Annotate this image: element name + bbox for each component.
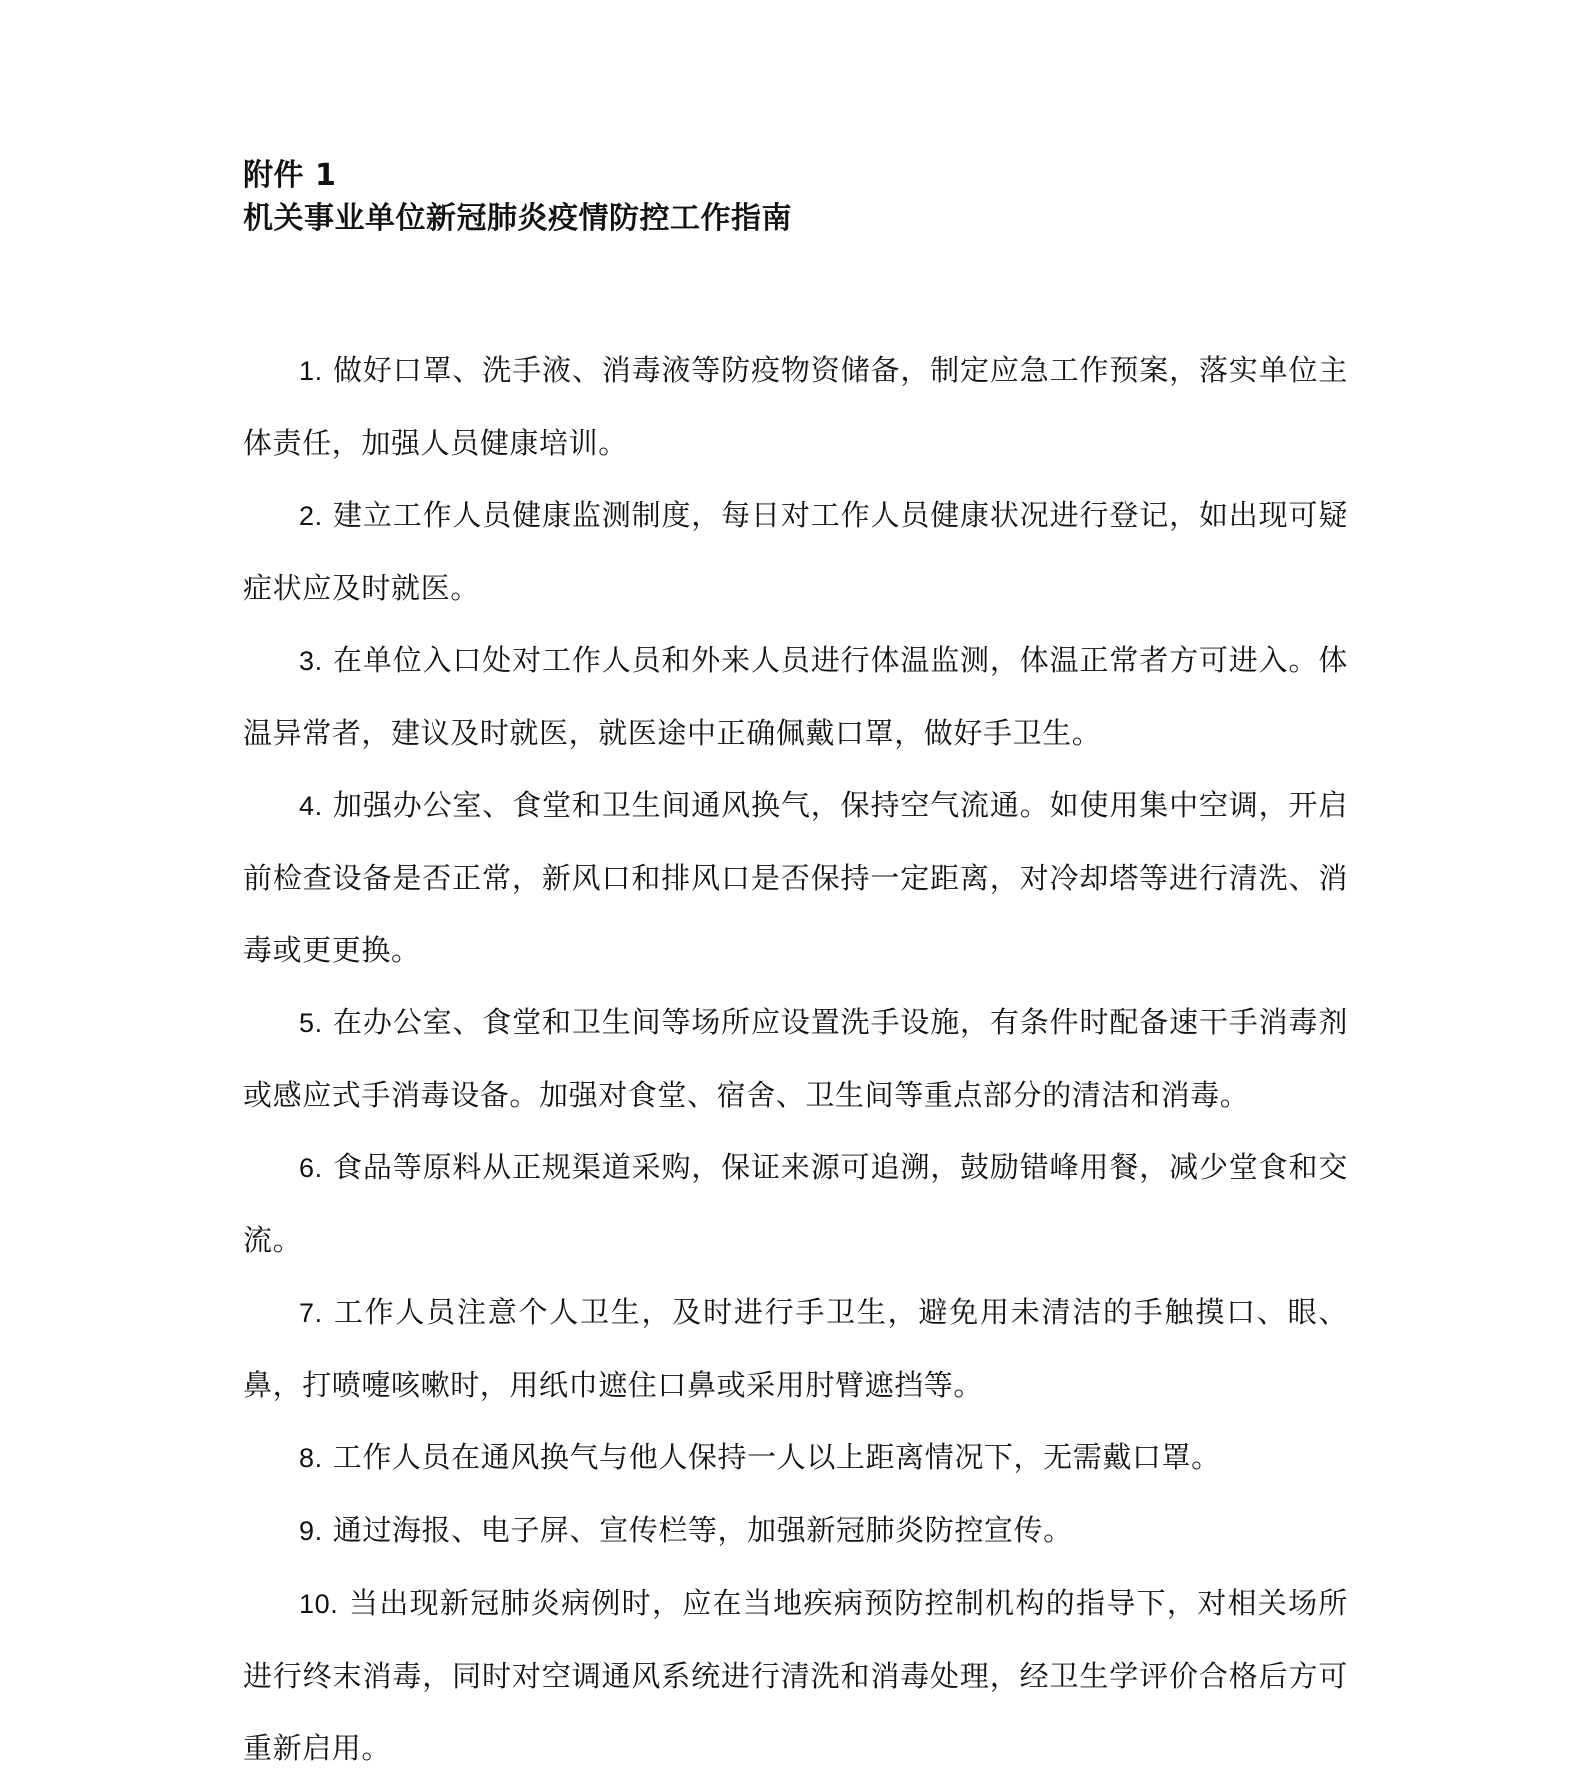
- item-number: 2.: [299, 501, 323, 531]
- guideline-list: [243, 334, 1348, 1784]
- item-number: 3.: [299, 646, 323, 676]
- document-heading: [243, 154, 1343, 240]
- item-number: 6.: [299, 1153, 323, 1183]
- item-number: 10.: [299, 1589, 339, 1619]
- guideline-item-7: [243, 1276, 1348, 1421]
- item-number: 1.: [299, 356, 323, 386]
- item-text: 在办公室、食堂和卫生间等场所应设置洗手设施，有条件时配备速干手消毒剂或感应式手消毒设备。加强对食堂、宿舍、卫生间等重点部分的清洁和消毒。: [243, 1005, 1348, 1112]
- attachment-label: 附件 1: [243, 158, 337, 193]
- item-number: 7.: [299, 1298, 323, 1328]
- guideline-item-10: [243, 1567, 1348, 1784]
- guideline-item-3: [243, 624, 1348, 769]
- item-number: 8.: [299, 1443, 323, 1473]
- item-text: 当出现新冠肺炎病例时，应在当地疾病预防控制机构的指导下，对相关场所进行终末消毒，同时对空调通风系统进行清洗和消毒处理，经卫生学评价合格后方可重新启用。: [243, 1586, 1348, 1765]
- item-text: 通过海报、电子屏、宣传栏等，加强新冠肺炎防控宣传。: [332, 1513, 1073, 1547]
- guideline-item-2: [243, 479, 1348, 624]
- guideline-item-5: [243, 986, 1348, 1131]
- guideline-item-9: [243, 1494, 1348, 1567]
- item-text: 工作人员注意个人卫生，及时进行手卫生，避免用未清洁的手触摸口、眼、鼻，打喷嚏咳嗽时，用纸巾遮住口鼻或采用肘臂遮挡等。: [243, 1295, 1348, 1402]
- item-text: 做好口罩、洗手液、消毒液等防疫物资储备，制定应急工作预案，落实单位主体责任，加强人员健康培训。: [243, 353, 1348, 460]
- item-number: 4.: [299, 791, 323, 821]
- guideline-item-8: [243, 1421, 1348, 1494]
- guideline-item-1: [243, 334, 1348, 479]
- guideline-item-4: [243, 769, 1348, 986]
- item-text: 在单位入口处对工作人员和外来人员进行体温监测，体温正常者方可进入。体温异常者，建议及时就医，就医途中正确佩戴口罩，做好手卫生。: [243, 643, 1348, 750]
- item-text: 建立工作人员健康监测制度，每日对工作人员健康状况进行登记，如出现可疑症状应及时就医。: [243, 498, 1348, 605]
- document-title: 机关事业单位新冠肺炎疫情防控工作指南: [243, 201, 792, 236]
- guideline-item-6: [243, 1131, 1348, 1276]
- item-text: 加强办公室、食堂和卫生间通风换气，保持空气流通。如使用集中空调，开启前检查设备是否正常，新风口和排风口是否保持一定距离，对冷却塔等进行清洗、消毒或更更换。: [243, 788, 1348, 967]
- item-text: 食品等原料从正规渠道采购，保证来源可追溯，鼓励错峰用餐，减少堂食和交流。: [243, 1150, 1348, 1257]
- item-number: 5.: [299, 1008, 323, 1038]
- item-number: 9.: [299, 1516, 323, 1546]
- item-text: 工作人员在通风换气与他人保持一人以上距离情况下，无需戴口罩。: [332, 1440, 1221, 1474]
